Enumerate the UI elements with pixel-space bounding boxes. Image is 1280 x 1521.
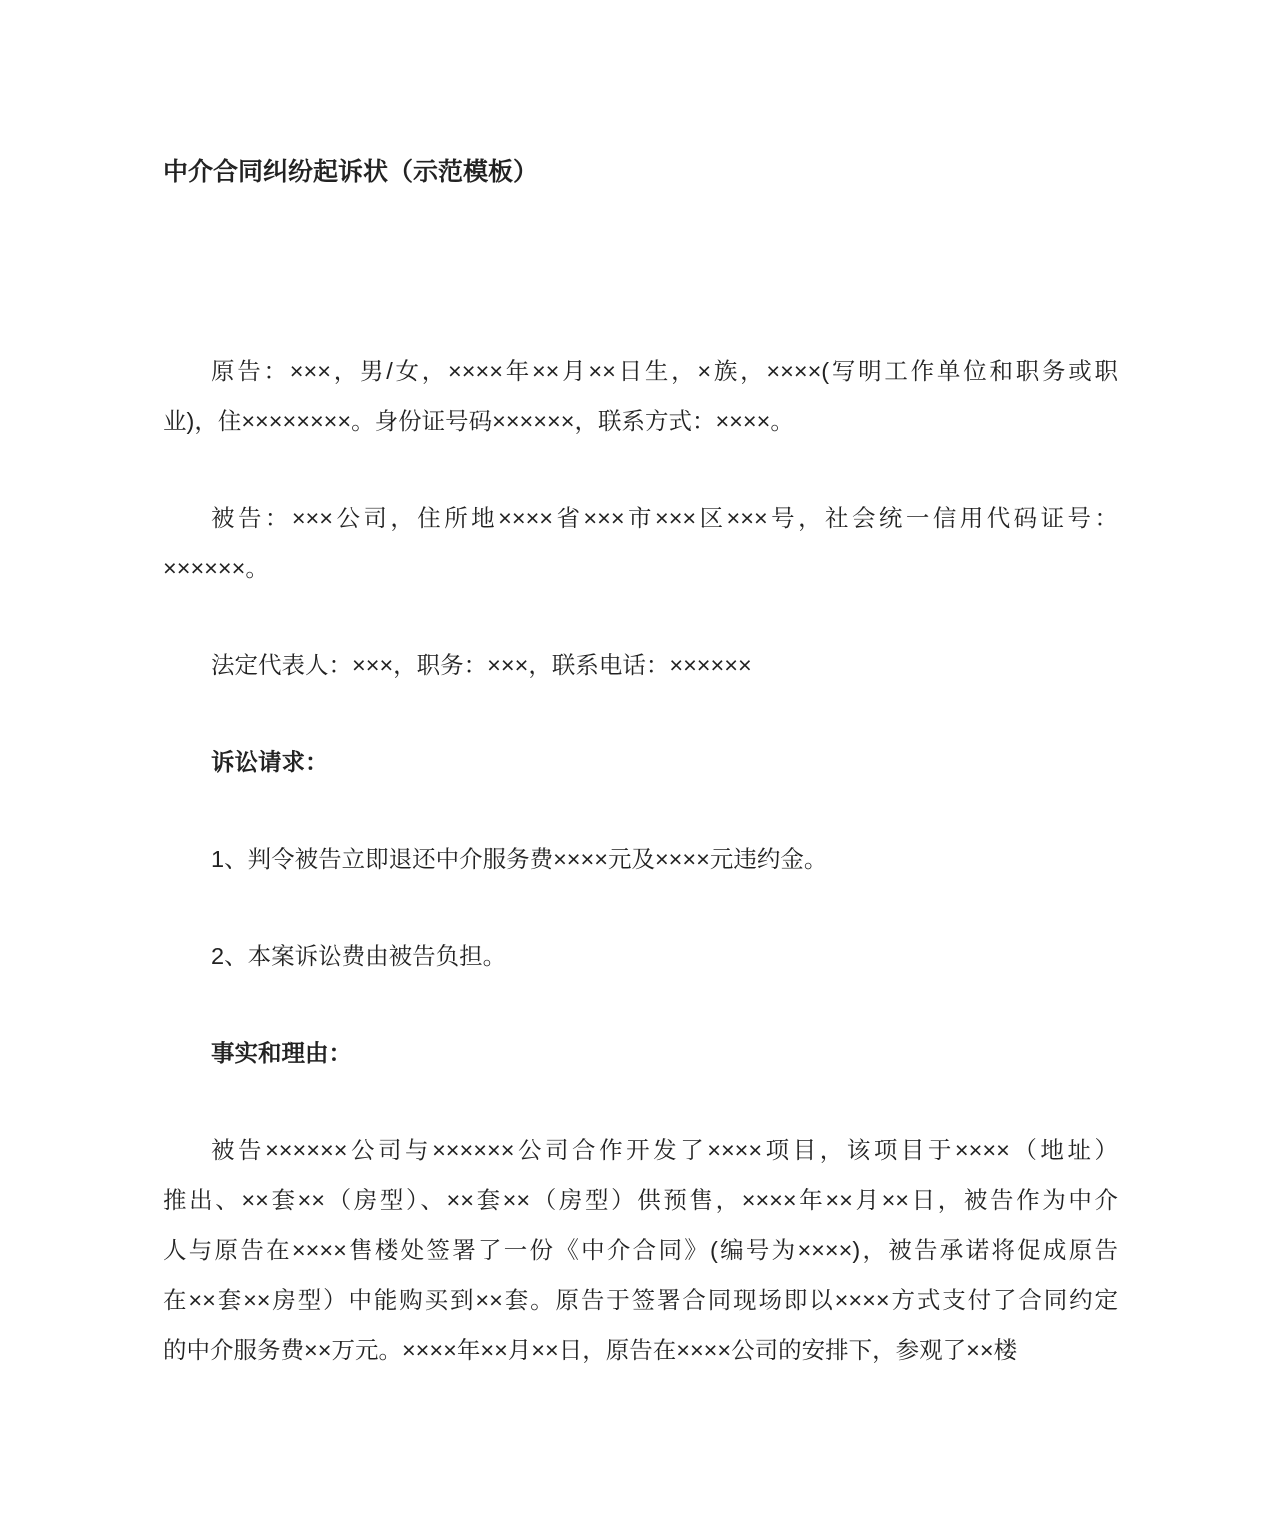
paragraph bbox=[163, 1125, 1118, 1375]
text-line: 1、判令被告立即退还中介服务费××××元及××××元违约金。 bbox=[211, 846, 828, 872]
text-line: 原告：×××，男/女，××××年××月××日生，×族，××××(写明工作单位和职务或职 bbox=[211, 358, 1118, 384]
paragraph bbox=[163, 493, 1118, 593]
paragraph bbox=[163, 346, 1118, 446]
text-line: 被告：×××公司，住所地××××省×××市×××区×××号，社会统一信用代码证号： bbox=[211, 505, 1118, 531]
document-body bbox=[163, 346, 1118, 1422]
document-title: 中介合同纠纷起诉状（示范模板） bbox=[163, 158, 539, 186]
text-line: 的中介服务费××万元。××××年××月××日，原告在××××公司的安排下，参观了××楼 bbox=[163, 1337, 1018, 1363]
text-line: 法定代表人：×××，职务：×××，联系电话：×××××× bbox=[211, 652, 752, 678]
text-line: ××××××。 bbox=[163, 555, 269, 581]
text-line: 人与原告在××××售楼处签署了一份《中介合同》(编号为××××)，被告承诺将促成原告 bbox=[163, 1237, 1118, 1263]
text-line: 推出、××套××（房型）、××套××（房型）供预售，××××年××月××日，被告作为中介 bbox=[163, 1187, 1118, 1213]
paragraph bbox=[163, 931, 1118, 981]
section-heading bbox=[163, 737, 1118, 787]
text-line: 2、本案诉讼费由被告负担。 bbox=[211, 943, 507, 969]
paragraph bbox=[163, 640, 1118, 690]
text-line: 诉讼请求： bbox=[211, 749, 329, 775]
text-line: 被告××××××公司与××××××公司合作开发了××××项目，该项目于××××（地址） bbox=[211, 1137, 1118, 1163]
section-heading bbox=[163, 1028, 1118, 1078]
paragraph bbox=[163, 834, 1118, 884]
text-line: 业)，住××××××××。身份证号码××××××，联系方式：××××。 bbox=[163, 408, 794, 434]
text-line: 事实和理由： bbox=[211, 1040, 352, 1066]
text-line: 在××套××房型）中能购买到××套。原告于签署合同现场即以××××方式支付了合同约定 bbox=[163, 1287, 1118, 1313]
